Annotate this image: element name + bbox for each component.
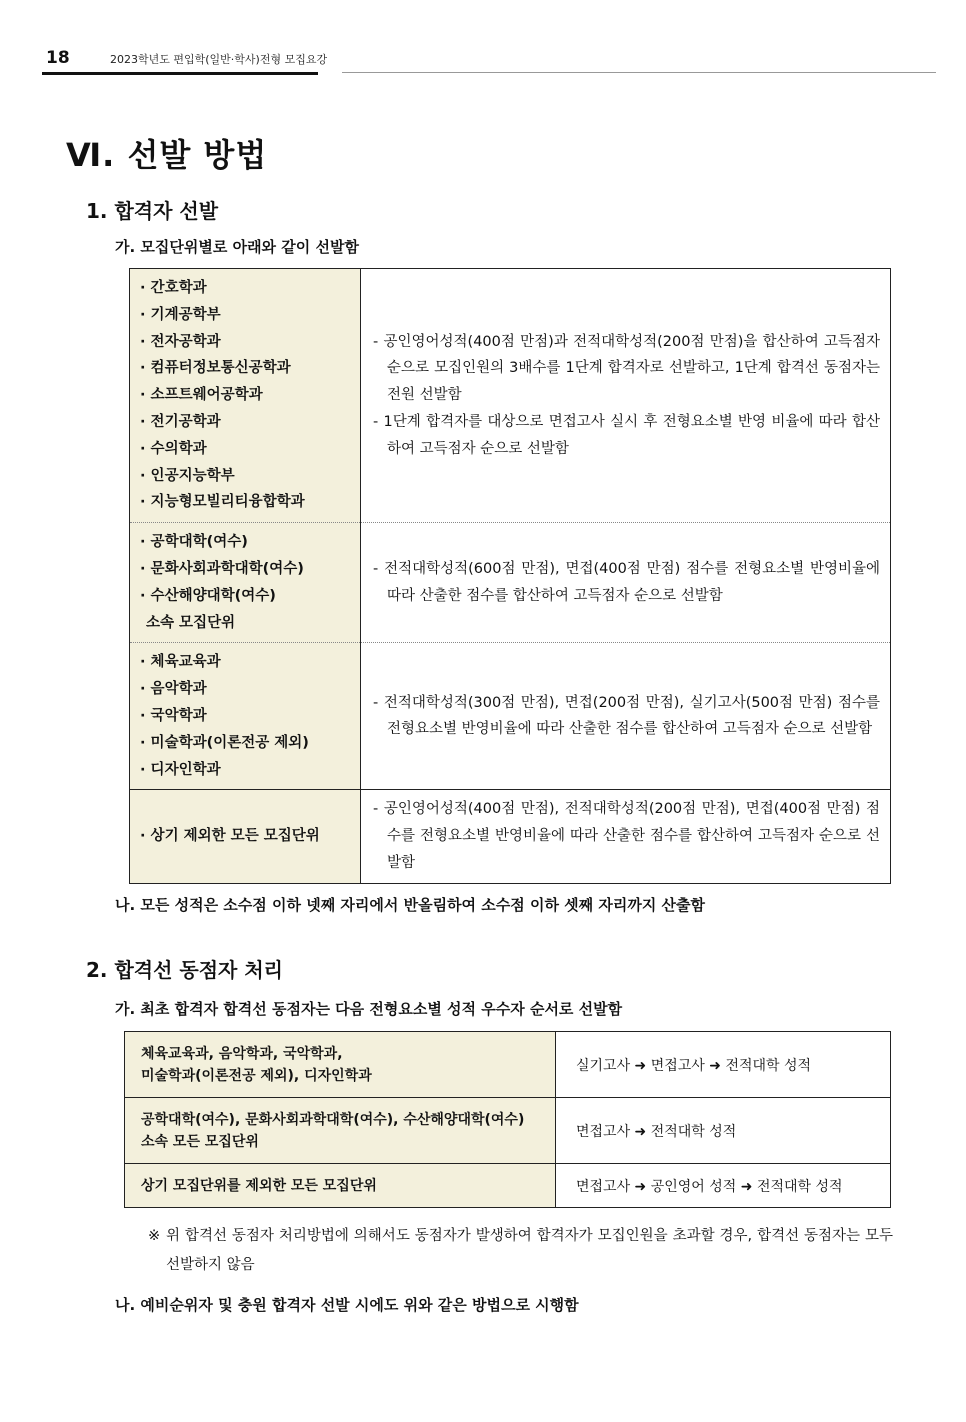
method-item: - 전적대학성적(600점 만점), 면접(400점 만점) 점수를 전형요소별 반영비율에 따라 산출한 점수를 합산하여 고득점자 순으로 선발함 [373,560,880,604]
unit-cell [130,269,361,523]
unit-line: 공학대학(여수), 문화사회과학대학(여수), 수산해양대학(여수) [141,1111,525,1128]
unit-item: · 전자공학과 [140,333,221,350]
unit-line: 체육교육과, 음악학과, 국악학과, [141,1045,343,1062]
section-2-title: 2. 합격선 동점자 처리 [86,958,283,982]
method-item: - 전적대학성적(300점 만점), 면접(200점 만점), 실기고사(500점 만점) 점수를 전형요소별 반영비율에 따라 산출한 점수를 합산하여 고득점자 순으로 선발함 [373,694,880,738]
unit-item: · 수산해양대학(여수) [140,587,276,604]
method-list [373,796,880,876]
selection-row [130,790,891,883]
tie-break-order: 실기고사 ➜ 면접고사 ➜ 전적대학 성적 [556,1032,891,1098]
chapter-title: Ⅵ. 선발 방법 [66,136,268,174]
unit-item: · 수의학과 [140,440,207,457]
unit-line: 미술학과(이론전공 제외), 디자인학과 [141,1067,372,1084]
unit-item: · 상기 제외한 모든 모집단위 [140,828,320,845]
unit-item: · 간호학과 [140,280,207,296]
unit-cell [130,523,361,643]
section-1-sub-a: 가. 모집단위별로 아래와 같이 선발함 [115,238,359,256]
unit-item: · 체육교육과 [140,654,221,671]
header-rule-thin [342,72,936,73]
unit-cell [130,643,361,790]
note-text: 위 합격선 동점자 처리방법에 의해서도 동점자가 발생하여 합격자가 모집인원을 초과할 경우, 합격선 동점자는 모두 선발하지 않음 [166,1228,893,1273]
section-2-sub-b: 나. 예비순위자 및 충원 합격자 선발 시에도 위와 같은 방법으로 시행함 [115,1296,579,1314]
unit-cell [130,790,361,883]
method-cell [361,790,891,883]
page-header [42,44,936,76]
section-1-title: 1. 합격자 선발 [86,199,219,223]
selection-method-table [129,268,891,884]
unit-item-extra: 소속 모집단위 [146,614,236,631]
method-cell [361,269,891,523]
tie-break-row [125,1098,891,1164]
selection-row [130,269,891,523]
tie-break-table [124,1031,891,1208]
method-list [373,329,880,463]
unit-item: · 미술학과(이론전공 제외) [140,734,309,751]
method-cell [361,643,891,790]
unit-item: · 소프트웨어공학과 [140,387,263,404]
section-1-sub-b: 나. 모든 성적은 소수점 이하 넷째 자리에서 반올림하여 소수점 이하 셋째 자리까지 산출함 [115,896,706,914]
tie-break-row [125,1164,891,1208]
tie-break-unit-cell [125,1098,556,1164]
unit-item: · 전기공학과 [140,413,221,430]
tie-break-unit-cell [125,1164,556,1208]
method-cell [361,523,891,643]
document-title: 2023학년도 편입학(일반·학사)전형 모집요강 [110,53,328,66]
unit-item: · 컴퓨터정보통신공학과 [140,360,291,377]
tie-break-note [148,1222,893,1280]
header-rule-thick [42,72,318,75]
unit-item: · 문화사회과학대학(여수) [140,560,304,577]
unit-item: · 인공지능학부 [140,467,235,484]
unit-item: · 국악학과 [140,707,207,724]
unit-line: 소속 모든 모집단위 [141,1133,259,1150]
tie-break-unit-cell [125,1032,556,1098]
method-list [373,556,880,610]
unit-item: · 기계공학부 [140,306,221,323]
tie-break-order: 면접고사 ➜ 전적대학 성적 [556,1098,891,1164]
selection-row [130,523,891,643]
unit-item: · 디자인학과 [140,761,221,778]
tie-break-order: 면접고사 ➜ 공인영어 성적 ➜ 전적대학 성적 [556,1164,891,1208]
page-number: 18 [46,48,70,68]
method-list [373,690,880,744]
unit-line: 상기 모집단위를 제외한 모든 모집단위 [141,1177,377,1194]
unit-item: · 음악학과 [140,681,207,698]
method-item: - 공인영어성적(400점 만점)과 전적대학성적(200점 만점)을 합산하여 고득점자 순으로 모집인원의 3배수를 1단계 합격자로 선발하고, 1단계 합격선 동점자는 전원 선발함 [373,333,880,404]
method-item: - 1단계 합격자를 대상으로 면접고사 실시 후 전형요소별 반영 비율에 따라 합산하여 고득점자 순으로 선발함 [373,413,880,457]
note-mark: ※ [148,1228,161,1244]
tie-break-row [125,1032,891,1098]
unit-item: · 공학대학(여수) [140,534,248,551]
method-item: - 공인영어성적(400점 만점), 전적대학성적(200점 만점), 면접(400점 만점) 점수를 전형요소별 반영비율에 따라 산출한 점수를 합산하여 고득점자 순으로 선발함 [373,801,880,871]
unit-item: · 지능형모빌리티융합학과 [140,494,305,511]
selection-row [130,643,891,790]
section-2-sub-a: 가. 최초 합격자 합격선 동점자는 다음 전형요소별 성적 우수자 순서로 선발함 [115,1000,623,1018]
